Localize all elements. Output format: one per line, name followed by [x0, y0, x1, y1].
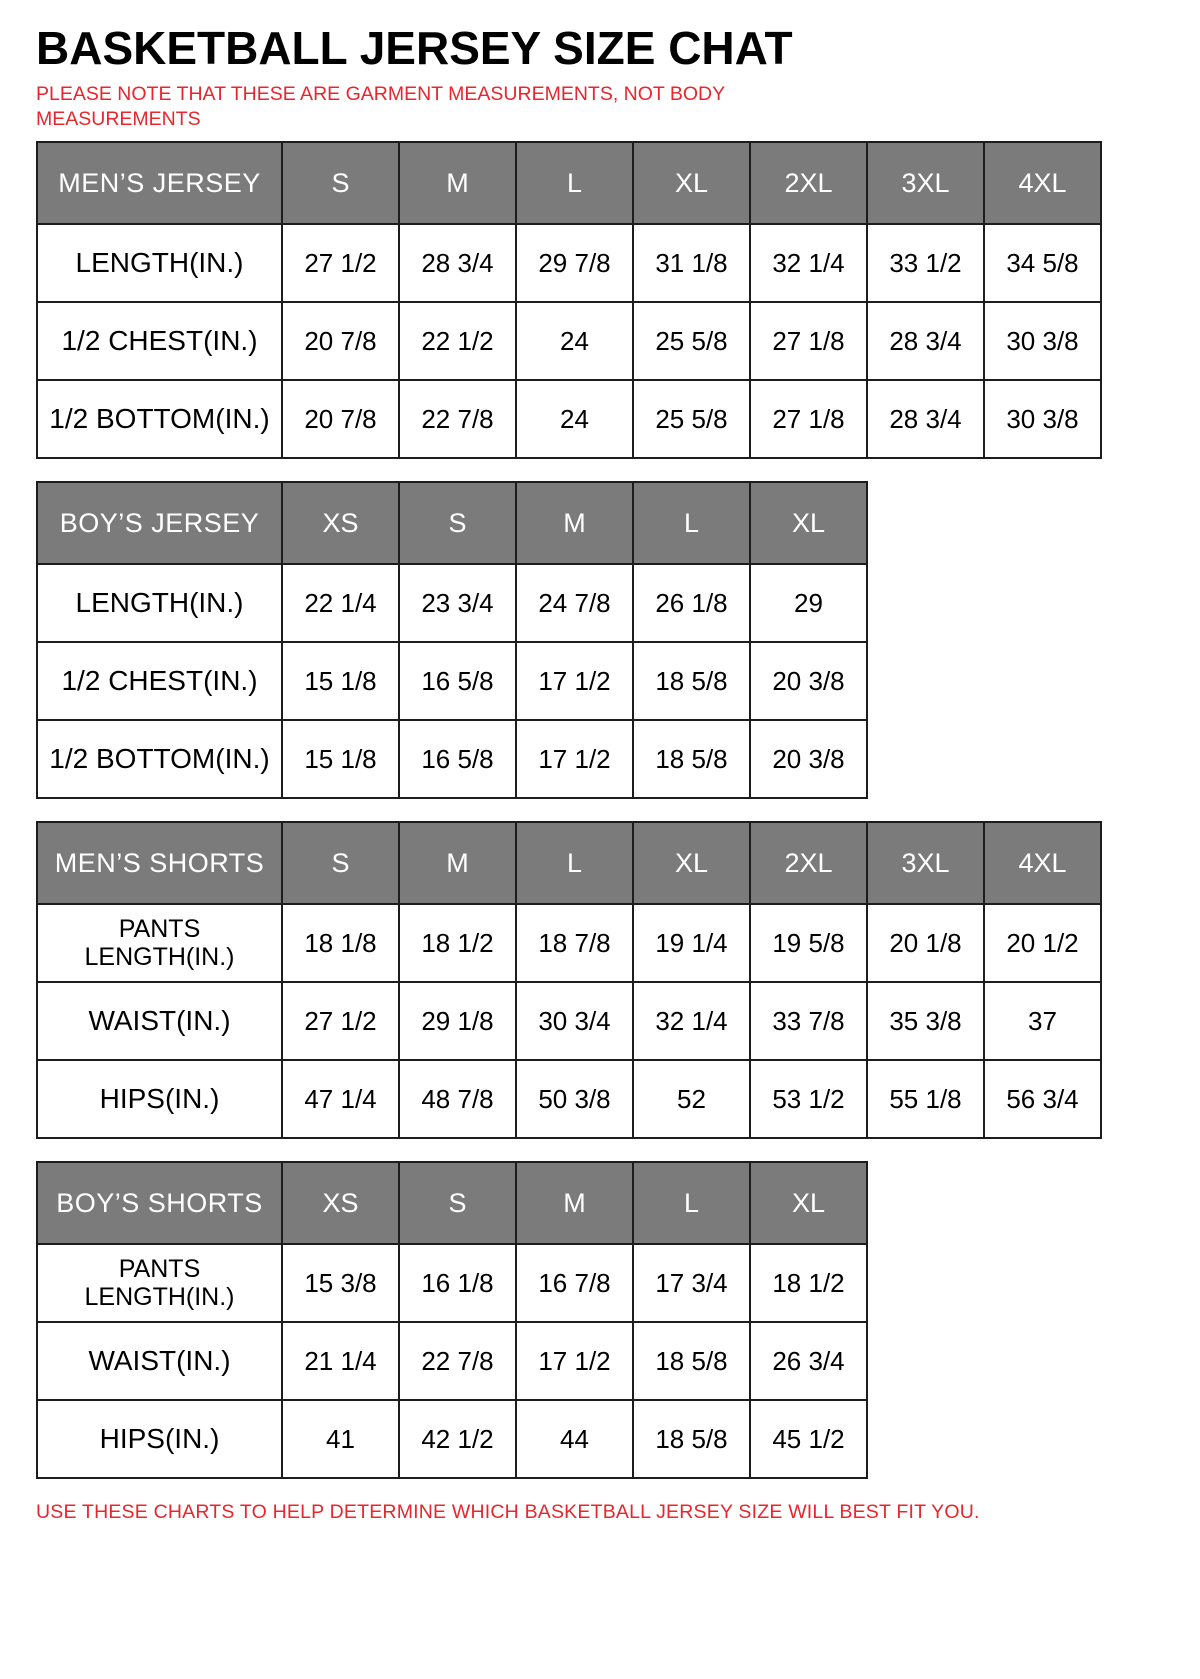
- measurement-label: 1/2 BOTTOM(IN.): [37, 720, 282, 798]
- table-category-header: BOY’S JERSEY: [37, 482, 282, 564]
- measurement-note: PLEASE NOTE THAT THESE ARE GARMENT MEASUREMENTS, NOT BODY MEASUREMENTS: [36, 83, 725, 130]
- table-row: [37, 1244, 867, 1322]
- measurement-cell: 53 1/2: [750, 1060, 867, 1138]
- measurement-cell: 20 1/2: [984, 904, 1101, 982]
- measurement-cell: 42 1/2: [399, 1400, 516, 1478]
- measurement-cell: 15 1/8: [282, 642, 399, 720]
- measurement-cell: 29 1/8: [399, 982, 516, 1060]
- table-row: [37, 904, 1101, 982]
- table-row: [37, 224, 1101, 302]
- measurement-cell: 33 7/8: [750, 982, 867, 1060]
- size-header-3xl: 3XL: [867, 142, 984, 224]
- measurement-cell: 52: [633, 1060, 750, 1138]
- table-row: [37, 720, 867, 798]
- measurement-label: PANTS LENGTH(IN.): [37, 1244, 282, 1322]
- size-header-xs: XS: [282, 1162, 399, 1244]
- table-header-row: [37, 142, 1101, 224]
- measurement-cell: 27 1/8: [750, 302, 867, 380]
- table-category-header: MEN’S JERSEY: [37, 142, 282, 224]
- measurement-cell: 29: [750, 564, 867, 642]
- measurement-cell: 18 7/8: [516, 904, 633, 982]
- table-row: [37, 564, 867, 642]
- size-header-xl: XL: [633, 822, 750, 904]
- measurement-cell: 35 3/8: [867, 982, 984, 1060]
- measurement-cell: 50 3/8: [516, 1060, 633, 1138]
- size-header-s: S: [399, 1162, 516, 1244]
- measurement-cell: 18 5/8: [633, 720, 750, 798]
- table-category-header: MEN’S SHORTS: [37, 822, 282, 904]
- measurement-cell: 47 1/4: [282, 1060, 399, 1138]
- table-row: [37, 982, 1101, 1060]
- measurement-cell: 17 3/4: [633, 1244, 750, 1322]
- measurement-cell: 32 1/4: [633, 982, 750, 1060]
- size-header-m: M: [399, 822, 516, 904]
- measurement-cell: 16 1/8: [399, 1244, 516, 1322]
- measurement-cell: 18 1/2: [750, 1244, 867, 1322]
- measurement-cell: 25 5/8: [633, 380, 750, 458]
- measurement-cell: 24: [516, 380, 633, 458]
- measurement-cell: 30 3/8: [984, 380, 1101, 458]
- measurement-cell: 30 3/8: [984, 302, 1101, 380]
- table-header-row: [37, 1162, 867, 1244]
- measurement-label: WAIST(IN.): [37, 1322, 282, 1400]
- measurement-cell: 19 5/8: [750, 904, 867, 982]
- measurement-cell: 45 1/2: [750, 1400, 867, 1478]
- measurement-cell: 27 1/2: [282, 982, 399, 1060]
- measurement-cell: 20 3/8: [750, 720, 867, 798]
- table-row: [37, 642, 867, 720]
- measurement-cell: 44: [516, 1400, 633, 1478]
- size-header-2xl: 2XL: [750, 142, 867, 224]
- measurement-cell: 29 7/8: [516, 224, 633, 302]
- size-header-xl: XL: [750, 1162, 867, 1244]
- measurement-cell: 16 5/8: [399, 642, 516, 720]
- footer-note: USE THESE CHARTS TO HELP DETERMINE WHICH BASKETBALL JERSEY SIZE WILL BEST FIT YOU.: [36, 1501, 980, 1524]
- measurement-cell: 18 5/8: [633, 642, 750, 720]
- measurement-cell: 18 1/8: [282, 904, 399, 982]
- measurement-label: HIPS(IN.): [37, 1400, 282, 1478]
- size-header-m: M: [516, 1162, 633, 1244]
- size-header-s: S: [399, 482, 516, 564]
- size-header-xs: XS: [282, 482, 399, 564]
- measurement-label: 1/2 CHEST(IN.): [37, 642, 282, 720]
- measurement-cell: 15 3/8: [282, 1244, 399, 1322]
- size-header-4xl: 4XL: [984, 822, 1101, 904]
- measurement-cell: 22 7/8: [399, 1322, 516, 1400]
- measurement-cell: 28 3/4: [867, 302, 984, 380]
- measurement-cell: 41: [282, 1400, 399, 1478]
- size-header-l: L: [633, 482, 750, 564]
- table-row: [37, 380, 1101, 458]
- measurement-cell: 22 1/4: [282, 564, 399, 642]
- measurement-cell: 24 7/8: [516, 564, 633, 642]
- measurement-cell: 20 1/8: [867, 904, 984, 982]
- table-category-header: BOY’S SHORTS: [37, 1162, 282, 1244]
- size-header-s: S: [282, 142, 399, 224]
- measurement-cell: 20 7/8: [282, 302, 399, 380]
- table-row: [37, 1322, 867, 1400]
- measurement-cell: 19 1/4: [633, 904, 750, 982]
- size-header-2xl: 2XL: [750, 822, 867, 904]
- measurement-label: WAIST(IN.): [37, 982, 282, 1060]
- measurement-cell: 28 3/4: [399, 224, 516, 302]
- measurement-cell: 23 3/4: [399, 564, 516, 642]
- size-header-l: L: [633, 1162, 750, 1244]
- measurement-cell: 18 1/2: [399, 904, 516, 982]
- table-row: [37, 1400, 867, 1478]
- table-row: [37, 302, 1101, 380]
- measurement-cell: 33 1/2: [867, 224, 984, 302]
- measurement-cell: 27 1/8: [750, 380, 867, 458]
- measurement-cell: 17 1/2: [516, 1322, 633, 1400]
- measurement-cell: 16 7/8: [516, 1244, 633, 1322]
- size-table-boys-jersey: [36, 481, 868, 799]
- measurement-cell: 30 3/4: [516, 982, 633, 1060]
- size-table-mens-jersey: [36, 141, 1102, 459]
- table-header-row: [37, 822, 1101, 904]
- measurement-label: 1/2 CHEST(IN.): [37, 302, 282, 380]
- measurement-cell: 18 5/8: [633, 1400, 750, 1478]
- page-title: BASKETBALL JERSEY SIZE CHAT: [36, 22, 793, 74]
- measurement-cell: 20 3/8: [750, 642, 867, 720]
- size-header-3xl: 3XL: [867, 822, 984, 904]
- measurement-cell: 27 1/2: [282, 224, 399, 302]
- table-header-row: [37, 482, 867, 564]
- size-header-s: S: [282, 822, 399, 904]
- size-tables-container: [28, 141, 1172, 1479]
- measurement-cell: 17 1/2: [516, 720, 633, 798]
- size-header-4xl: 4XL: [984, 142, 1101, 224]
- measurement-cell: 32 1/4: [750, 224, 867, 302]
- measurement-cell: 25 5/8: [633, 302, 750, 380]
- measurement-cell: 24: [516, 302, 633, 380]
- size-header-m: M: [399, 142, 516, 224]
- measurement-label: LENGTH(IN.): [37, 564, 282, 642]
- size-header-xl: XL: [633, 142, 750, 224]
- size-header-l: L: [516, 822, 633, 904]
- measurement-cell: 22 1/2: [399, 302, 516, 380]
- measurement-cell: 17 1/2: [516, 642, 633, 720]
- measurement-cell: 56 3/4: [984, 1060, 1101, 1138]
- measurement-cell: 22 7/8: [399, 380, 516, 458]
- measurement-cell: 55 1/8: [867, 1060, 984, 1138]
- size-header-m: M: [516, 482, 633, 564]
- measurement-cell: 18 5/8: [633, 1322, 750, 1400]
- measurement-cell: 28 3/4: [867, 380, 984, 458]
- measurement-cell: 26 1/8: [633, 564, 750, 642]
- measurement-cell: 31 1/8: [633, 224, 750, 302]
- size-table-boys-shorts: [36, 1161, 868, 1479]
- table-row: [37, 1060, 1101, 1138]
- measurement-cell: 26 3/4: [750, 1322, 867, 1400]
- measurement-cell: 15 1/8: [282, 720, 399, 798]
- measurement-cell: 34 5/8: [984, 224, 1101, 302]
- measurement-label: PANTS LENGTH(IN.): [37, 904, 282, 982]
- measurement-label: LENGTH(IN.): [37, 224, 282, 302]
- measurement-cell: 20 7/8: [282, 380, 399, 458]
- measurement-cell: 48 7/8: [399, 1060, 516, 1138]
- measurement-cell: 21 1/4: [282, 1322, 399, 1400]
- size-header-xl: XL: [750, 482, 867, 564]
- measurement-label: 1/2 BOTTOM(IN.): [37, 380, 282, 458]
- measurement-label: HIPS(IN.): [37, 1060, 282, 1138]
- size-header-l: L: [516, 142, 633, 224]
- size-table-mens-shorts: [36, 821, 1102, 1139]
- measurement-cell: 37: [984, 982, 1101, 1060]
- measurement-cell: 16 5/8: [399, 720, 516, 798]
